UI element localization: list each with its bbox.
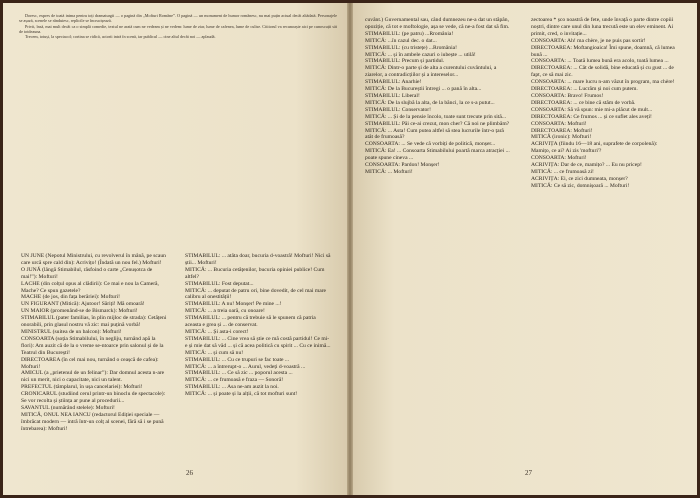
dialogue-line: MITICĂ: ... deputat de patru ori, bine dovedit, de cel mai mare calibru al onestității! [185,287,327,301]
dialogue-line: MITICĂ: Dintr-o parte și de alta a curentului cuvântului, a ziarelor, a contradicțiilor și a intereselor... [365,65,497,79]
dialogue-line: MITICĂ: ... Asta! Cum putea altfel să stea lucrurile într-o țară atât de frumoasă? [365,127,504,141]
left-column-1 [21,253,167,433]
dialogue-line: LACHE (din colțul opus al clădirii): Ce mai e nou la Cameră, Mache? Ce spun gazetele? [21,280,159,294]
dialogue-line: PREFECTUL (tâmplarul, în ușa cancelariei): Mofturi! [21,384,143,391]
dialogue-line: ACRIVIȚA: Ei, ce zici dumneata, monșer? [531,175,628,182]
dialogue-line: cuvânt.) Guvernamental sau, când dumnezeu ne-a dat un stăpân, opoziție, că tot e moftologie, așa se vede, că ne-a fost dat să fim. [365,17,510,30]
dialogue-line: DIRECTOAREA: ... Lucrăm și noi cum putem. [531,86,638,93]
left-page [3,3,347,495]
dialogue-line: STIMABILUL: Conservator! [365,106,432,113]
dialogue-line: CONSOARTA: Mofturi! [531,155,587,162]
dialogue-line: CONSOARTA: Mofturi! [531,120,587,127]
dialogue-line: STIMABILUL: A nu! Monșer! Pe mine ...! [185,301,282,308]
right-page [353,3,697,495]
dialogue-line: STIMABILUL: ... Cine vrea să știe ce mă costă partidul! Ce mi-e și mie dat să văd ... și că acea politică cu spirit ... Cu ce inimă... [185,335,331,349]
dialogue-line: UN FIGURANT (Mitică): Ajutoor! Săriți! Mă omoară! [21,301,145,308]
dialogue-line: MITICĂ, ONUL NEA IANCU (redactorul Ediției speciale — îmbrăcat modern — intră într-un colț al scenei, fără să i se pună întrebarea): Mofturi! [21,411,164,432]
dialogue-line: STIMABILUL: ... Ce să zic ... poporul acesta ... [185,370,293,377]
dialogue-line: CONSOARTA: Pardon! Monșer! [365,162,440,169]
dialogue-line: MITICĂ: ... Și asta-i corect! [185,328,249,335]
dialogue-line: ACRIVIȚA (fiindu 16—18 ani, suprafete de corpolenă): Mamițo, ce ai? Ai zis 'mofturi'? [531,141,658,155]
dialogue-line: DIRECTOAREA: Mofturi! [531,127,593,134]
dialogue-line: MITICĂ: ... a treia oară, cu onoare! [185,308,265,315]
dialogue-line: STIMABILUL: ... Asa ne-am auzit la noi. [185,384,279,391]
dialogue-line: MITICĂ: ... ce frumoasă zi! [531,168,594,175]
dialogue-line: STIMABILUL: (cu tristețe) ...Rromânia! [365,44,457,51]
dialogue-line: STIMABILUL: Precum și partidul. [365,58,445,65]
dialogue-line: CONSOARTA (soția Stimabilului, în negliju, turnând apă la flori): Am auzit că de la o vreme se-ntoarce prin salonul și de la Teatrul din București! [21,335,164,356]
dialogue-line: MITICĂ (ironic): Mofturi! [531,134,592,141]
intro-text [19,13,337,39]
dialogue-line: DIRECTOAREA: Moftangioaica! Îmi spune, doamnă, că lumea bună ... [531,44,675,58]
dialogue-line: MITICĂ: De la Bucureștii întregi ... o pană în alta... [365,86,482,93]
dialogue-line: O JUNĂ (lângă Stimabilul, răsfoind o carte „Cenușotca de mai!”): Mofturi! [21,266,153,280]
dialogue-line: CONSOARTA: Ah! ma chère, je ne puis pas sortir! [531,37,646,44]
page-number-right: 27 [525,469,532,477]
dialogue-line: MITICĂ: ... și în ambele cazuri o iubește ... utilă! [365,51,476,58]
dialogue-line: CONSOARTA: ... mare lucru n-am văzut în program, ma chère! [531,79,675,86]
dialogue-line: ACRIVIȚA: Dar de ce, mamițo? ... Eu nu pricep! [531,162,642,169]
dialogue-line: MACHE (de jos, din fața berăriei): Mofturi! [21,294,120,301]
dialogue-line: DIRECTOAREA: Ce frumos ... și ce suflet ales aveți! [531,113,652,120]
dialogue-line: STIMABILUL: ... pentru că trebuie să le spunem că patria aceasta e grea și ... de conservat. [185,315,316,329]
dialogue-line: AMICUL (a „prietenul de un felinar”): Dar domnul acesta n-are nici un merit, nici o capacitate, nici un talent. [21,370,165,384]
dialogue-line: CONSOARTA: ... Toată lumea bună era acolo, toată lumea ... [531,58,669,65]
dialogue-line: SAVANTUL (numărând stelele): Mofturi! [21,404,115,411]
dialogue-line: MITICĂ: ... și cum să nu! [185,349,244,356]
dialogue-line: zectoarea * șco noastră de fete, unde învață o parte dintre copiii noștri, dintre care unul din luna trecută este un elev eminent. Ai primit, cred, o invitație... [531,17,674,37]
dialogue-line: STIMABILUL: Anarhie! [365,79,422,86]
dialogue-line: MITICĂ: Ea! ... Consoarta Stimabilului poartă marca atracției ... poate spune cineva ... [365,148,510,162]
dialogue-line: MITICĂ: ... Mofturi! [365,168,413,175]
right-column-2 [531,17,677,190]
dialogue-line: STIMABILUL: Liberal! [365,92,420,99]
dialogue-line: DIRECTOAREA (în cel mai nou, turnând o ceașcă de cafea): Mofturi! [21,356,159,370]
dialogue-line: MITICĂ: Ce să zic, domnișoară ... Mofturi! [531,182,630,189]
dialogue-line: STIMABILUL: Fost deputat... [185,280,254,287]
dialogue-line: STIMABILUL: Păi ce-ai crezut, mon cher? Că noi ne plimbăm? [365,120,510,127]
left-column-2 [185,253,331,398]
dialogue-line: MINISTRUL (suitea de un balcon): Mofturi! [21,328,122,335]
dialogue-line: MITICĂ: ... ce frumoasă e fraza — Sonoră! [185,377,284,384]
intro-paragraph: Doresc, expres de toată inima pentru toți dramaturgii — o pagină din „Mofturi Române”. O pagină — un monument de humor românesc, nu mai puțin actual decât altădată. Personajele se așază, scenele se rânduiesc, replicile se încrucișează. [19,13,337,24]
dialogue-line: CONSOARTA: Bravo! Frumos! [531,92,604,99]
dialogue-line: STIMABILUL (pater familias, în plin mijloc de strada): Cetățeni onorabili, prin glasul nostru vă zic: mai puțină vorbă! [21,315,167,329]
dialogue-line: STIMABILUL: (pe patru) ...Rromânia! [365,30,454,37]
dialogue-line: MITICĂ: ... a întrerupt-o ... Aurul, vedeți d-voastră ... [185,363,306,370]
dialogue-line: UN MAIOR (promenând-se de Bismarck): Mofturi! [21,308,138,315]
dialogue-line: MITICĂ: ...în cazul dec. o dat... [365,37,437,44]
dialogue-line: DIRECTOAREA: ... Cât de solidă, bine educată și cu gust ... de fapt, ce să mai zic. [531,65,674,79]
dialogue-line: STIMABILUL: ... Cu ce trupuri se fac toate ... [185,356,290,363]
dialogue-line: MITICĂ: ... Bucuria cetățenilor, bucuria opiniei publice! Cum altfel? [185,266,325,280]
dialogue-line: UN JUNE (Nepotul Ministrului, cu revolverul în mână, pe scaun care urcă spre cald din): Acrivițo! (Îndată un nou fel.) Mofturi! [21,253,166,266]
dialogue-line: STIMABILUL: ... atâta doar, bucuria d-voastră! Mofturi! Nici să știi... Mofturi! [185,253,331,266]
page-number-left: 26 [186,469,193,477]
intro-paragraph: Trecem, totuși, la spectacol; cortina se ridică, actorii intră în scenă, iar publicul — cine altul decât noi — aplaudă. [25,34,216,40]
right-column-1 [365,17,511,176]
dialogue-line: MITICĂ: ... Și de la pensie încolo, toate sunt trecute prin sită... [365,113,507,120]
dialogue-line: CONSOARTA: Să vă spun: mie mi-a plăcut de mult... [531,106,653,113]
dialogue-line: CRONICARUL (studiind cerul printr-un binoclu de spectacole): Se vor recolta și știința ar pune al procedurii... [21,391,166,405]
dialogue-line: MITICĂ: ... și poate și la alții, că tot mofturi sunt! [185,391,298,398]
intro-paragraph: Privit, însă, mai mult decât ca o simplă comedie, textul ne arată cum ne vedeam și ne vedem: lume de ziar, lume de cafenea, lume de culise. Cititorul va recunoaște aici pe cunoscuții săi de totdeauna. [19,23,337,34]
book-spread [3,3,697,495]
dialogue-line: DIRECTOAREA: ... ce bine că stăm de vorbă. [531,99,636,106]
dialogue-line: MITICĂ: De la slujbă la alta, de la bănci, la ce s-a putut... [365,99,495,106]
dialogue-line: CONSOARTA: ... Se vede că vorbiți de politică, monșer... [365,141,496,148]
